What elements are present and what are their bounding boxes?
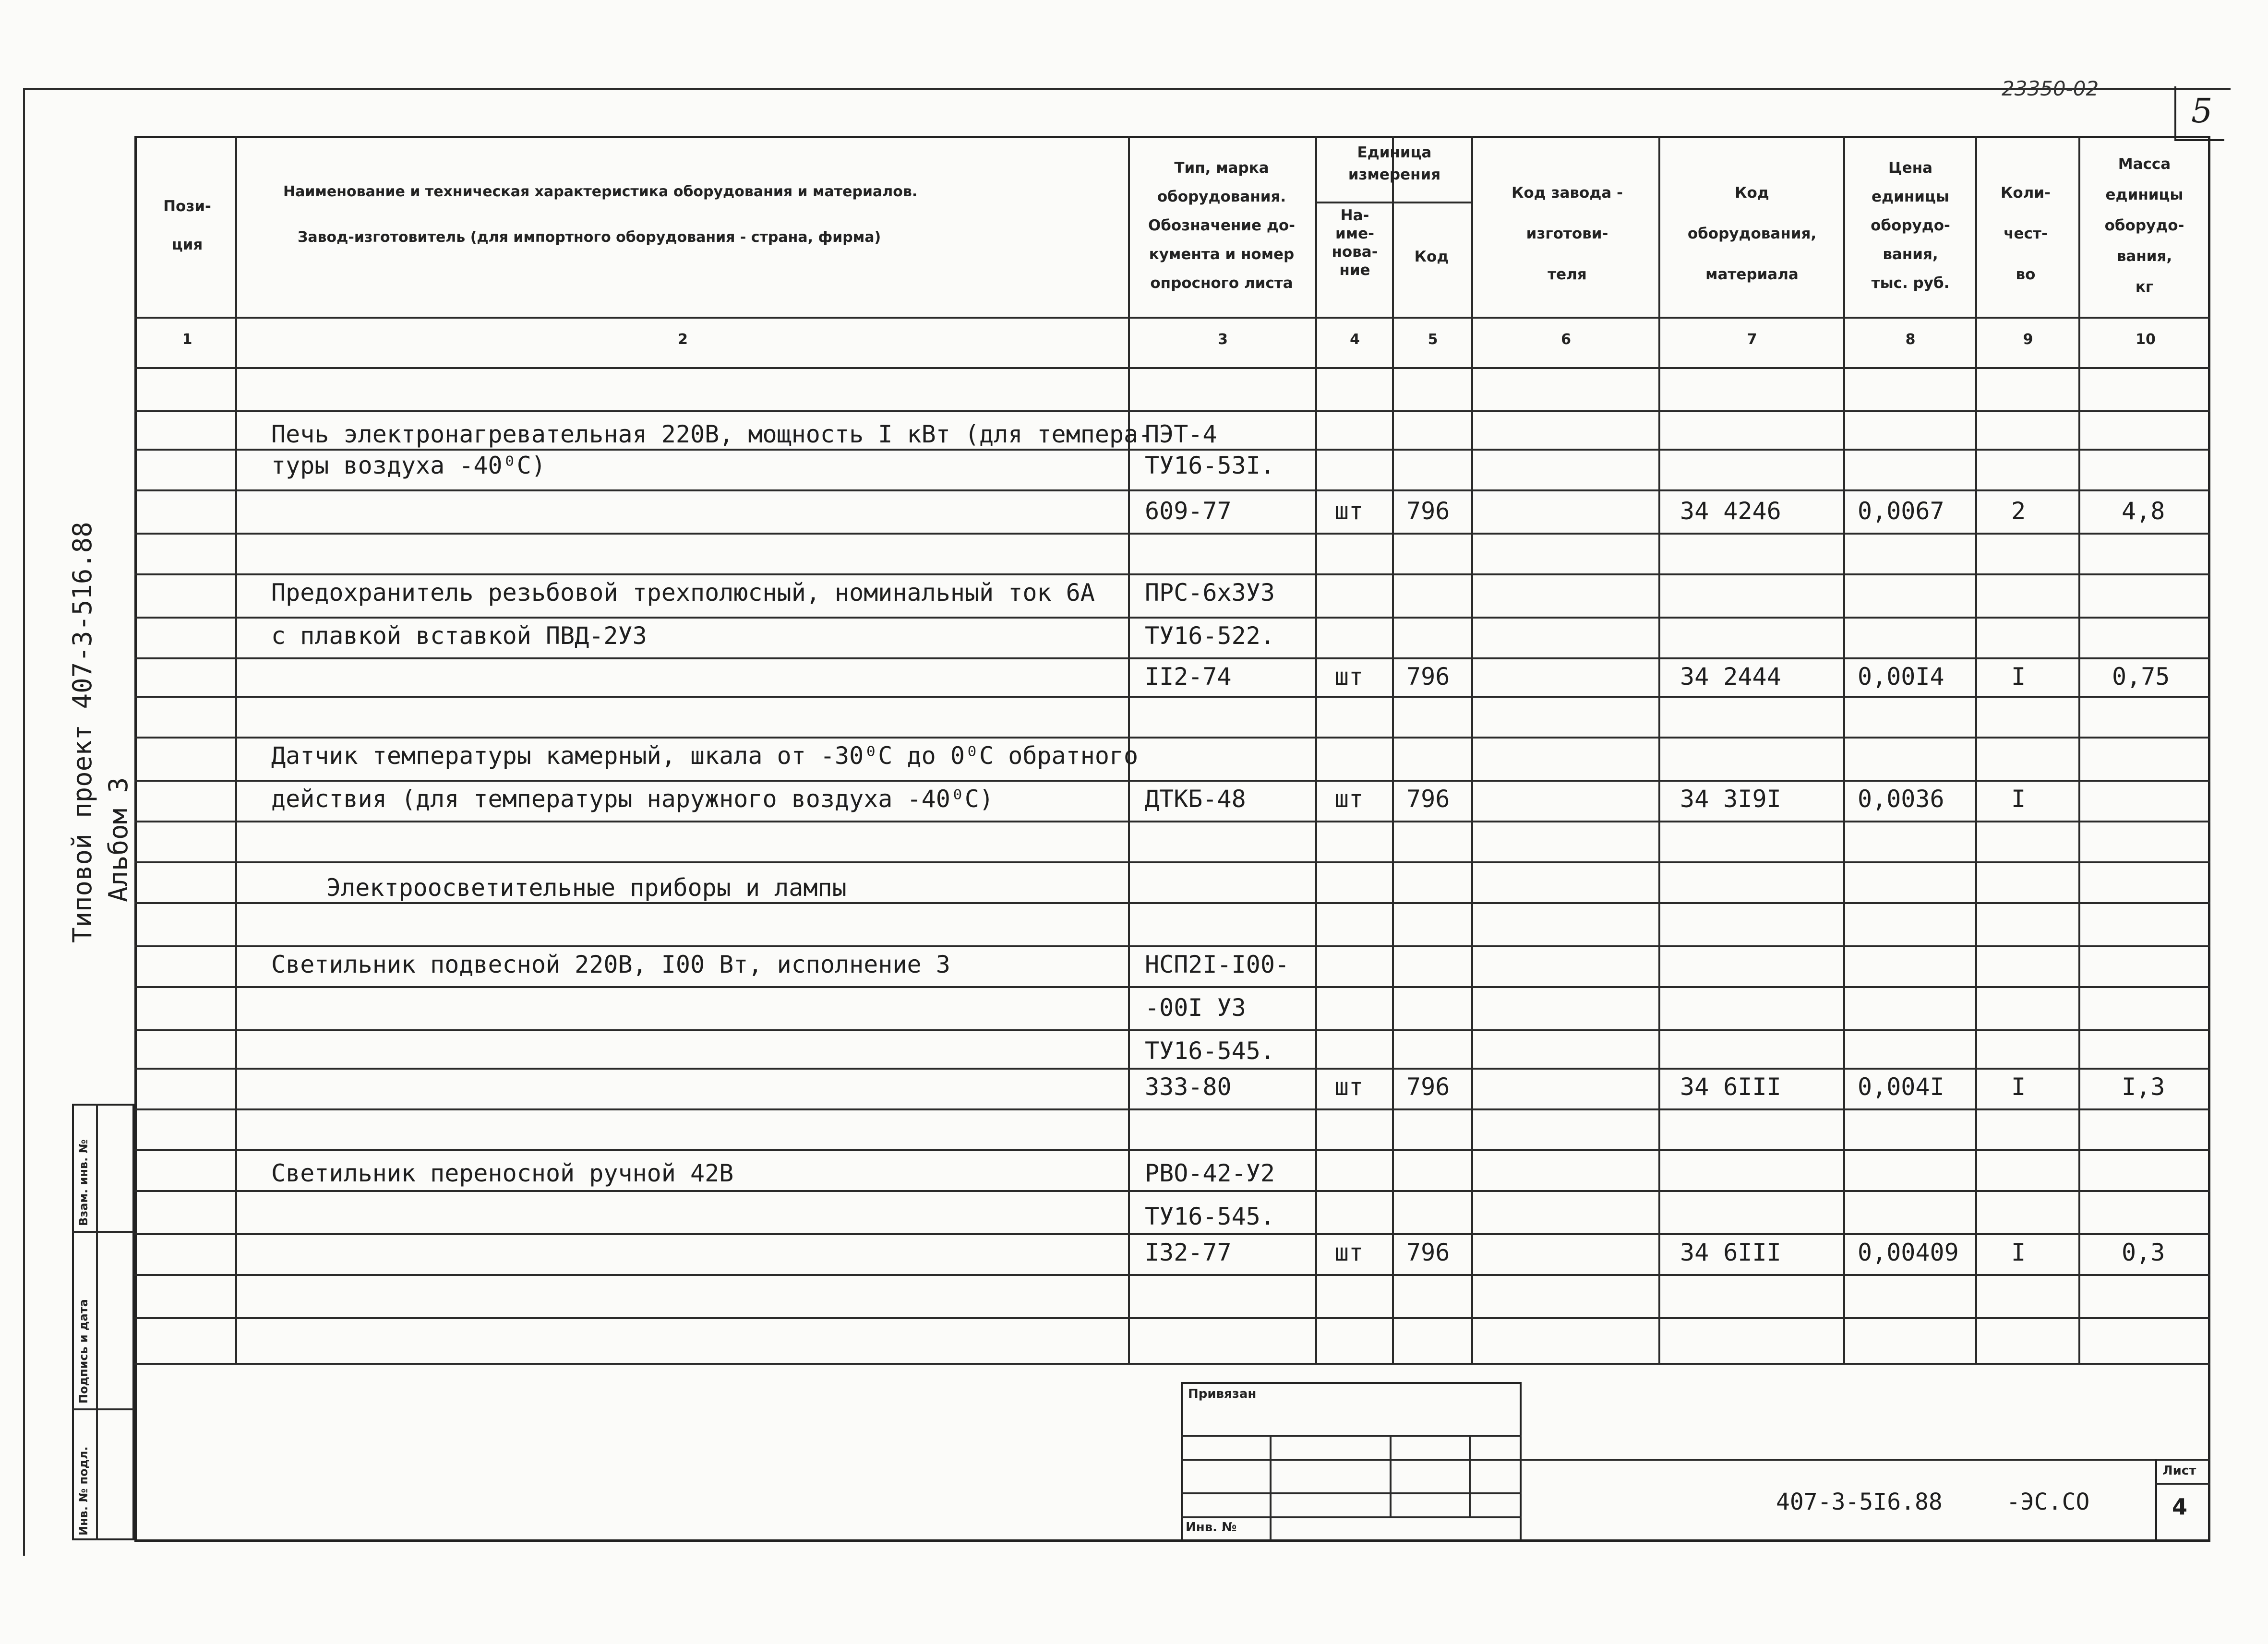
section-heading: Электроосветительные приборы и лампы — [326, 874, 847, 902]
row-8-qty: I — [2011, 785, 2026, 813]
grid-hline — [134, 902, 2210, 904]
grid-hline — [134, 780, 2210, 782]
row-6-code: 796 — [1406, 663, 1450, 691]
row-3-type: 609-77 — [1145, 497, 1232, 525]
row-3-code: 796 — [1406, 497, 1450, 525]
row-6-mass: 0,75 — [2112, 663, 2170, 691]
binding-vline — [1469, 1435, 1471, 1516]
grid-hline — [134, 657, 2210, 659]
row-6-unit: шт — [1334, 663, 1364, 691]
header-unit: На- име- нова- ние — [1332, 207, 1378, 279]
stamp-inv-podl: Инв. № подл. — [77, 1446, 90, 1536]
row-6-price: 0,00I4 — [1858, 663, 1944, 691]
binding-label: Привязан — [1188, 1387, 1257, 1401]
row-16-type: I32-77 — [1145, 1239, 1232, 1266]
row-14-name: Светильник переносной ручной 42В — [271, 1159, 734, 1187]
row-8-code: 796 — [1406, 785, 1450, 813]
grid-vline — [2078, 136, 2080, 1363]
grid-hline — [134, 1233, 2210, 1235]
header-price: Цена единицы оборудо- вания, тыс. руб. — [1871, 159, 1950, 292]
header-qty: Коли- чест- во — [2001, 184, 2051, 283]
side-album: Альбом 3 — [103, 777, 133, 902]
row-5-type: ТУ16-522. — [1145, 622, 1275, 650]
row-3-unit: шт — [1334, 497, 1364, 525]
grid-hline — [134, 367, 2210, 369]
row-4-name: Предохранитель резьбовой трехполюсный, номинальный ток 6А — [271, 579, 1095, 607]
grid-hline — [134, 986, 2210, 988]
row-3-price: 0,0067 — [1858, 497, 1944, 525]
colnum-2: 2 — [678, 331, 688, 348]
grid-vline — [1658, 136, 1660, 1363]
row-16-equip-code: 34 6III — [1680, 1239, 1781, 1266]
stamp-podpis: Подпись и дата — [77, 1299, 90, 1404]
colnum-5: 5 — [1428, 331, 1438, 348]
row-13-equip-code: 34 6III — [1680, 1073, 1781, 1101]
grid-vline — [1315, 136, 1317, 1363]
grid-hline — [134, 449, 2210, 451]
grid-hline — [134, 1029, 2210, 1031]
footer-top-line — [134, 1363, 2210, 1365]
header-type: Тип, марка оборудования. Обозначение до- кумента и номер опросного листа — [1148, 159, 1296, 292]
row-1-type: ПЭТ-4 — [1145, 420, 1217, 448]
colnum-8: 8 — [1905, 331, 1916, 348]
grid-hline — [134, 410, 2210, 412]
row-3-mass: 4,8 — [2122, 497, 2165, 525]
row-13-price: 0,004I — [1858, 1073, 1944, 1101]
grid-hline — [134, 317, 2210, 319]
colnum-10: 10 — [2136, 331, 2156, 348]
header-position: Пози- ция — [163, 198, 211, 253]
grid-hline — [134, 1274, 2210, 1276]
document-suffix: -ЭС.СО — [2006, 1489, 2090, 1515]
grid-hline — [134, 1317, 2210, 1319]
row-1-name: Печь электронагревательная 220В, мощность I кВт (для темпера- — [271, 420, 1153, 448]
grid-hline — [134, 945, 2210, 947]
grid-vline — [1471, 136, 1473, 1363]
row-15-type: ТУ16-545. — [1145, 1203, 1275, 1230]
grid-vline — [1843, 136, 1845, 1363]
colnum-6: 6 — [1561, 331, 1571, 348]
row-2-name: туры воздуха -40⁰С) — [271, 452, 546, 479]
row-16-code: 796 — [1406, 1239, 1450, 1266]
row-8-type: ДТКБ-48 — [1145, 785, 1246, 813]
colnum-4: 4 — [1350, 331, 1360, 348]
grid-hline — [134, 1108, 2210, 1110]
row-13-qty: I — [2011, 1073, 2026, 1101]
row-16-unit: шт — [1334, 1239, 1364, 1266]
header-name-line2: Завод-изготовитель (для импортного оборудования - страна, фирма) — [298, 229, 881, 246]
row-8-equip-code: 34 3I9I — [1680, 785, 1781, 813]
row-10-type: НСП2I-I00- — [1145, 951, 1290, 978]
grid-vline — [235, 136, 237, 1363]
row-13-unit: шт — [1334, 1073, 1364, 1101]
row-6-type: II2-74 — [1145, 663, 1232, 691]
row-13-code: 796 — [1406, 1073, 1450, 1101]
row-5-name: с плавкой вставкой ПВД-2У3 — [271, 622, 647, 650]
row-8-unit: шт — [1334, 785, 1364, 813]
row-16-price: 0,00409 — [1858, 1239, 1959, 1266]
row-6-qty: I — [2011, 663, 2026, 691]
grid-vline — [1392, 136, 1394, 1363]
grid-hline — [134, 489, 2210, 491]
row-16-mass: 0,3 — [2122, 1239, 2165, 1266]
stamp-line — [72, 1231, 134, 1233]
row-8-price: 0,0036 — [1858, 785, 1944, 813]
colnum-3: 3 — [1218, 331, 1228, 348]
header-unit-code: Код — [1414, 248, 1449, 265]
header-mass: Масса единицы оборудо- вания, кг — [2104, 155, 2184, 296]
stamp-line — [72, 1408, 134, 1410]
grid-hline — [134, 737, 2210, 739]
grid-hline — [134, 573, 2210, 575]
row-4-type: ПРС-6х3У3 — [1145, 579, 1275, 607]
sheet-number: 4 — [2172, 1494, 2188, 1520]
row-11-type: -00I У3 — [1145, 994, 1246, 1022]
document-code: 407-3-5I6.88 — [1776, 1489, 1943, 1515]
grid-hline — [134, 1068, 2210, 1070]
colnum-7: 7 — [1747, 331, 1757, 348]
grid-hline — [134, 533, 2210, 535]
grid-hline — [134, 1149, 2210, 1151]
row-16-qty: I — [2011, 1239, 2026, 1266]
header-name-line1: Наименование и техническая характеристика оборудования и материалов. — [283, 183, 918, 200]
grid-hline — [134, 1190, 2210, 1192]
sheet-label: Лист — [2162, 1464, 2196, 1478]
stamp-divider — [96, 1104, 98, 1540]
binding-vline — [1390, 1435, 1392, 1516]
row-6-equip-code: 34 2444 — [1680, 663, 1781, 691]
grid-hline — [134, 617, 2210, 619]
colnum-9: 9 — [2023, 331, 2033, 348]
grid-vline — [1975, 136, 1977, 1363]
row-8-name: действия (для температуры наружного воздуха -40⁰С) — [271, 785, 994, 813]
grid-hline — [134, 861, 2210, 863]
row-7-name: Датчик температуры камерный, шкала от -30⁰С до 0⁰С обратного — [271, 742, 1139, 770]
stamp-vzam: Взам. инв. № — [77, 1139, 90, 1226]
sheet-line — [2155, 1483, 2210, 1485]
binding-vline — [1270, 1435, 1272, 1540]
binding-line — [1181, 1516, 1522, 1518]
page-number: 5 — [2191, 91, 2213, 131]
grid-hline — [134, 696, 2210, 698]
title-block-line — [1522, 1459, 2210, 1461]
grid-hline — [1315, 202, 1471, 203]
row-13-mass: I,3 — [2122, 1073, 2165, 1101]
row-12-type: ТУ16-545. — [1145, 1037, 1275, 1065]
row-14-type: РВО-42-У2 — [1145, 1159, 1275, 1187]
side-title: Типовой проект 407-3-516.88 — [67, 522, 97, 943]
binding-inv-label: Инв. № — [1186, 1520, 1237, 1535]
row-3-qty: 2 — [2011, 497, 2026, 525]
top-reference: 23350-02 — [2002, 77, 2099, 100]
row-3-equip-code: 34 4246 — [1680, 497, 1781, 525]
header-factory-code: Код завода - изготови- теля — [1512, 184, 1623, 283]
header-unit-group: Единица измерения — [1348, 144, 1441, 183]
colnum-1: 1 — [182, 331, 192, 348]
grid-hline — [134, 821, 2210, 822]
header-equipment-code: Код оборудования, материала — [1687, 184, 1817, 283]
row-13-type: 333-80 — [1145, 1073, 1232, 1101]
row-2-type: ТУ16-53I. — [1145, 452, 1275, 479]
row-10-name: Светильник подвесной 220В, I00 Вт, исполнение 3 — [271, 951, 950, 978]
